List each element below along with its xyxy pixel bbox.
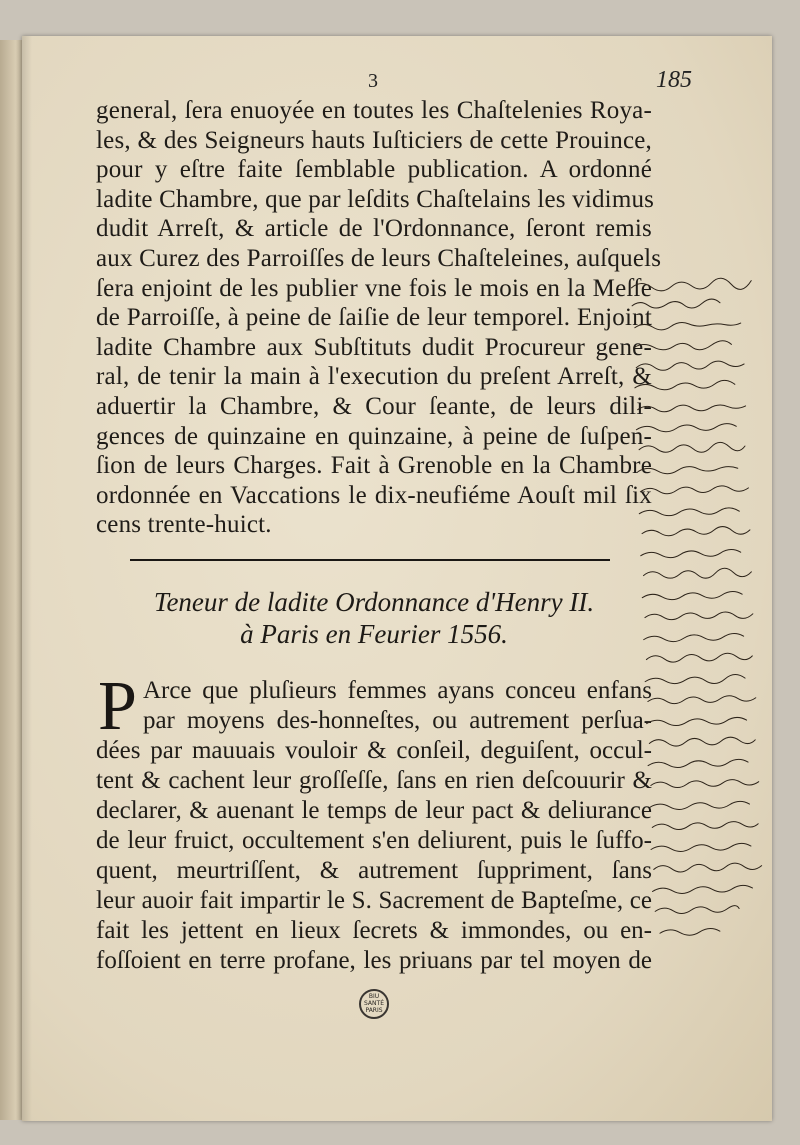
drop-cap: P bbox=[98, 668, 137, 745]
text-line: ral, de tenir la main à l'execution du preſent Arreſt, & bbox=[96, 363, 652, 391]
text-line: les, & des Seigneurs hauts Iuſticiers de cette Prouince, bbox=[96, 126, 652, 154]
text-line: par moyens des-honneſtes, ou autrement perſua- bbox=[142, 707, 652, 734]
section-heading: Teneur de ladite Ordonnance d'Henry II. bbox=[153, 587, 595, 617]
text-line: dudit Arreſt, & article de l'Ordonnance, ſeront remis bbox=[96, 215, 652, 243]
page-fold-shadow bbox=[22, 36, 32, 1121]
text-line: de Parroiſſe, à peine de ſaiſie de leur temporel. Enjoint bbox=[96, 304, 652, 332]
stamp-line: PARIS bbox=[365, 1007, 383, 1014]
text-line: gences de quinzaine en quinzaine, à peine de ſuſpen- bbox=[96, 422, 652, 450]
section-subheading: à Paris en Feurier 1556. bbox=[240, 619, 508, 649]
text-line: ordonnée en Vaccations le dix-neufiéme Aouſt mil ſix bbox=[96, 481, 652, 509]
handwriting-scribble bbox=[627, 271, 800, 976]
text-line: ſera enjoint de les publier vne fois le mois en la Meſſe bbox=[96, 274, 652, 302]
text-line: dées par mauuais vouloir & conſeil, deguiſent, occul- bbox=[96, 737, 652, 764]
page-number: 3 bbox=[368, 70, 378, 92]
text-line: quent, meurtriſſent, & autrement ſuppriment, ſans bbox=[96, 857, 652, 884]
text-line: de leur fruict, occultement s'en deliurent, puis le ſuffo- bbox=[96, 827, 652, 854]
text-line: aux Curez des Parroiſſes de leurs Chaſteleines, auſquels bbox=[96, 244, 662, 272]
handwritten-margin-annotation bbox=[627, 271, 800, 980]
document-page bbox=[22, 36, 772, 1121]
text-line: fait les jettent en lieux ſecrets & immondes, ou en- bbox=[96, 917, 652, 944]
text-line: ſion de leurs Charges. Fait à Grenoble en la Chambre bbox=[96, 452, 652, 480]
text-line: cens trente-huict. bbox=[96, 511, 272, 539]
text-line: tent & cachent leur groſſeſſe, ſans en rien deſcouurir & bbox=[96, 767, 652, 794]
text-line: leur auoir fait impartir le S. Sacrement de Bapteſme, ce bbox=[96, 887, 652, 914]
stamp-line: BIU bbox=[368, 993, 380, 1000]
section-divider-rule bbox=[130, 559, 610, 561]
text-line: Arce que pluſieurs femmes ayans conceu enfans bbox=[142, 677, 652, 704]
text-line: aduertir la Chambre, & Cour ſeante, de leurs dili- bbox=[96, 392, 652, 420]
paragraph-arret bbox=[96, 96, 662, 540]
text-line: pour y eſtre faite ſemblable publication. A ordonné bbox=[96, 156, 652, 184]
text-line: general, ſera enuoyée en toutes les Chaſtelenies Roya- bbox=[96, 97, 652, 124]
text-line: declarer, & auenant le temps de leur pact & deliurance bbox=[96, 797, 652, 824]
text-line: ladite Chambre, que par leſdits Chaſtelains les vidimus bbox=[96, 185, 655, 213]
stamp-line: SANTÉ bbox=[364, 1000, 384, 1007]
paragraph-ordonnance bbox=[96, 668, 652, 976]
library-stamp bbox=[359, 989, 389, 1019]
text-line: ladite Chambre aux Subſtituts dudit Procureur gene- bbox=[96, 333, 652, 361]
text-line: foſſoient en terre profane, les priuans par tel moyen de bbox=[96, 947, 652, 974]
handwritten-folio-number: 185 bbox=[656, 67, 692, 93]
